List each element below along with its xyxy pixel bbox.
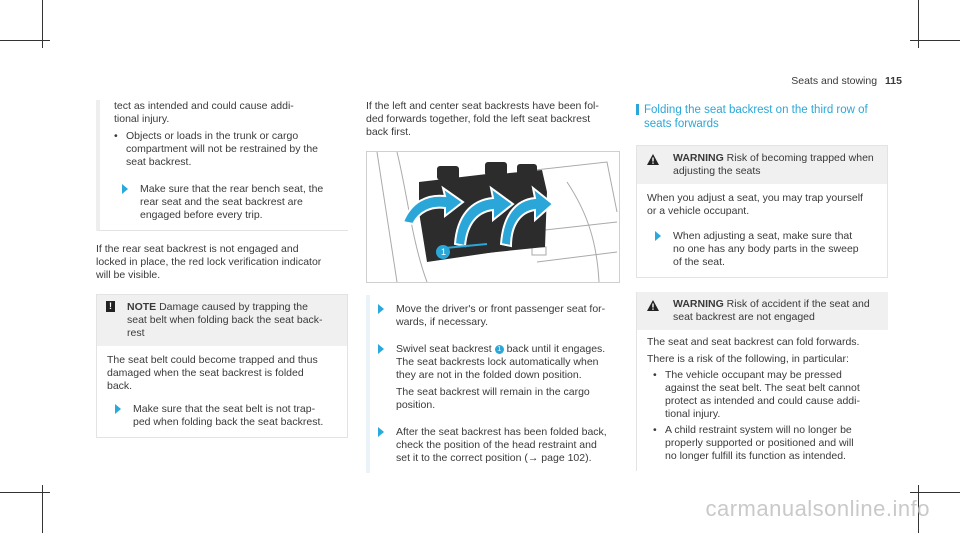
text-line: Swivel seat backrest xyxy=(396,343,492,355)
column-left xyxy=(96,100,348,438)
text-line: locked in place, the red lock verification indicator xyxy=(96,256,322,268)
warning-icon xyxy=(647,300,659,311)
warning-label: WARNING xyxy=(673,152,724,164)
list-item xyxy=(653,369,878,421)
text-line: Risk of accident if the seat and xyxy=(726,298,870,310)
step-arrow-icon xyxy=(378,427,384,437)
text-line: Damage caused by trapping the xyxy=(159,301,308,313)
text-line: position. xyxy=(396,399,436,411)
note-icon: ! xyxy=(106,301,115,312)
text-line: Make sure that the seat belt is not trap- xyxy=(133,403,316,415)
text-line: rest xyxy=(127,327,145,339)
heading-bar xyxy=(636,104,639,115)
crop-mark xyxy=(0,492,50,493)
text-line: The seat and seat backrest can fold forwards. xyxy=(647,336,860,348)
text-line: compartment will not be restrained by the xyxy=(126,143,319,155)
text-line: • Objects or loads in the trunk or cargo xyxy=(126,130,299,142)
text-line: they are not in the folded down position. xyxy=(396,369,582,381)
section-title: Seats and stowing xyxy=(791,75,878,87)
text-line: back until it engages. xyxy=(506,343,606,355)
instruction-step xyxy=(114,183,348,222)
text-line: seat backrest. xyxy=(126,156,192,168)
text-line: properly supported or positioned and will xyxy=(665,437,854,449)
text-line: There is a risk of the following, in particular: xyxy=(647,353,849,365)
step-arrow-icon xyxy=(378,304,384,314)
callout-number-icon: 1 xyxy=(495,345,504,354)
instruction-step xyxy=(107,403,337,429)
text-line: or a vehicle occupant. xyxy=(647,205,750,217)
text-line: Move the driver's or front passenger seat for- xyxy=(396,303,606,315)
heading-line: Folding the seat backrest on the third row of xyxy=(644,104,868,116)
text-line: back first. xyxy=(366,126,411,138)
text-line: seat backrest are not engaged xyxy=(673,311,815,323)
step-arrow-icon xyxy=(378,344,384,354)
text-line: set it to the correct position (→ page 102). xyxy=(396,452,592,464)
list-item xyxy=(114,130,348,169)
warning-body xyxy=(637,330,888,471)
text-line: check the position of the head restraint and xyxy=(396,439,597,451)
text-line: against the seat belt. The seat belt cannot xyxy=(665,382,860,394)
text-line: The seat backrests lock automatically when xyxy=(396,356,599,368)
text-line: The seat belt could become trapped and thus xyxy=(107,354,318,366)
warning-continuation xyxy=(96,100,348,231)
text-line: no one has any body parts in the sweep xyxy=(673,243,859,255)
text-line: • A child restraint system will no longer be xyxy=(665,424,852,436)
text-line: no longer fulfill its function as intended. xyxy=(665,450,846,462)
crop-mark xyxy=(0,40,50,41)
text-line: rear seat and the seat backrest are xyxy=(140,196,303,208)
crop-mark xyxy=(910,492,960,493)
text-line: wards, if necessary. xyxy=(396,316,489,328)
note-label: NOTE xyxy=(127,301,157,313)
step-arrow-icon xyxy=(115,404,121,414)
watermark: carmanualsonline.info xyxy=(705,496,930,521)
text-line: seat belt when folding back the seat back- xyxy=(127,314,323,326)
seat-illustration-svg xyxy=(367,152,619,282)
instruction-step xyxy=(647,230,877,269)
text-line: When adjusting a seat, make sure that xyxy=(673,230,853,242)
paragraph xyxy=(96,243,348,282)
text-line: tional injury. xyxy=(114,113,170,125)
instruction-steps xyxy=(366,295,621,473)
text-line: The seat backrest will remain in the cargo xyxy=(396,386,590,398)
text-line: adjusting the seats xyxy=(673,165,761,177)
instruction-step xyxy=(370,343,621,412)
text-line: Make sure that the rear bench seat, the xyxy=(140,183,324,195)
instruction-step xyxy=(370,426,621,465)
note-header xyxy=(97,295,347,346)
warning-box xyxy=(636,145,888,278)
paragraph xyxy=(366,100,621,139)
column-middle xyxy=(366,100,621,473)
text-line: When you adjust a seat, you may trap yourself xyxy=(647,192,863,204)
text-line: back. xyxy=(107,380,133,392)
instruction-step xyxy=(370,303,621,329)
page-number: 115 xyxy=(885,75,902,87)
warning-box xyxy=(636,292,888,471)
text-line: will be visible. xyxy=(96,269,161,281)
text-line: damaged when the seat backrest is folded xyxy=(107,367,304,379)
step-arrow-icon xyxy=(655,231,661,241)
heading-line: seats forwards xyxy=(644,118,719,130)
warning-header xyxy=(637,292,888,330)
text-line: engaged before every trip. xyxy=(140,209,263,221)
list-item xyxy=(653,424,878,463)
warning-icon xyxy=(647,154,659,165)
section-heading xyxy=(636,103,888,131)
step-arrow-icon xyxy=(122,184,128,194)
text-line: protect as intended and could cause addi- xyxy=(665,395,860,407)
warning-label: WARNING xyxy=(673,298,724,310)
running-header xyxy=(791,75,902,87)
seat-illustration xyxy=(366,151,620,283)
text-line: ped when folding back the seat backrest. xyxy=(133,416,324,428)
warning-header xyxy=(637,146,887,184)
note-box xyxy=(96,294,348,438)
text-line: If the left and center seat backrests have been fol- xyxy=(366,100,599,112)
text-line: ded forwards together, fold the left seat backrest xyxy=(366,113,591,125)
callout-label: 1 xyxy=(440,247,446,257)
warning-body xyxy=(637,184,887,277)
text-line: After the seat backrest has been folded back, xyxy=(396,426,607,438)
text-line: • The vehicle occupant may be pressed xyxy=(665,369,842,381)
text-line: If the rear seat backrest is not engaged and xyxy=(96,243,299,255)
crop-mark xyxy=(910,40,960,41)
text-line: of the seat. xyxy=(673,256,725,268)
text-line: tect as intended and could cause addi- xyxy=(114,100,294,112)
text-line: Risk of becoming trapped when xyxy=(726,152,874,164)
column-right xyxy=(636,103,888,471)
note-body xyxy=(97,346,347,437)
text-line: tional injury. xyxy=(665,408,721,420)
